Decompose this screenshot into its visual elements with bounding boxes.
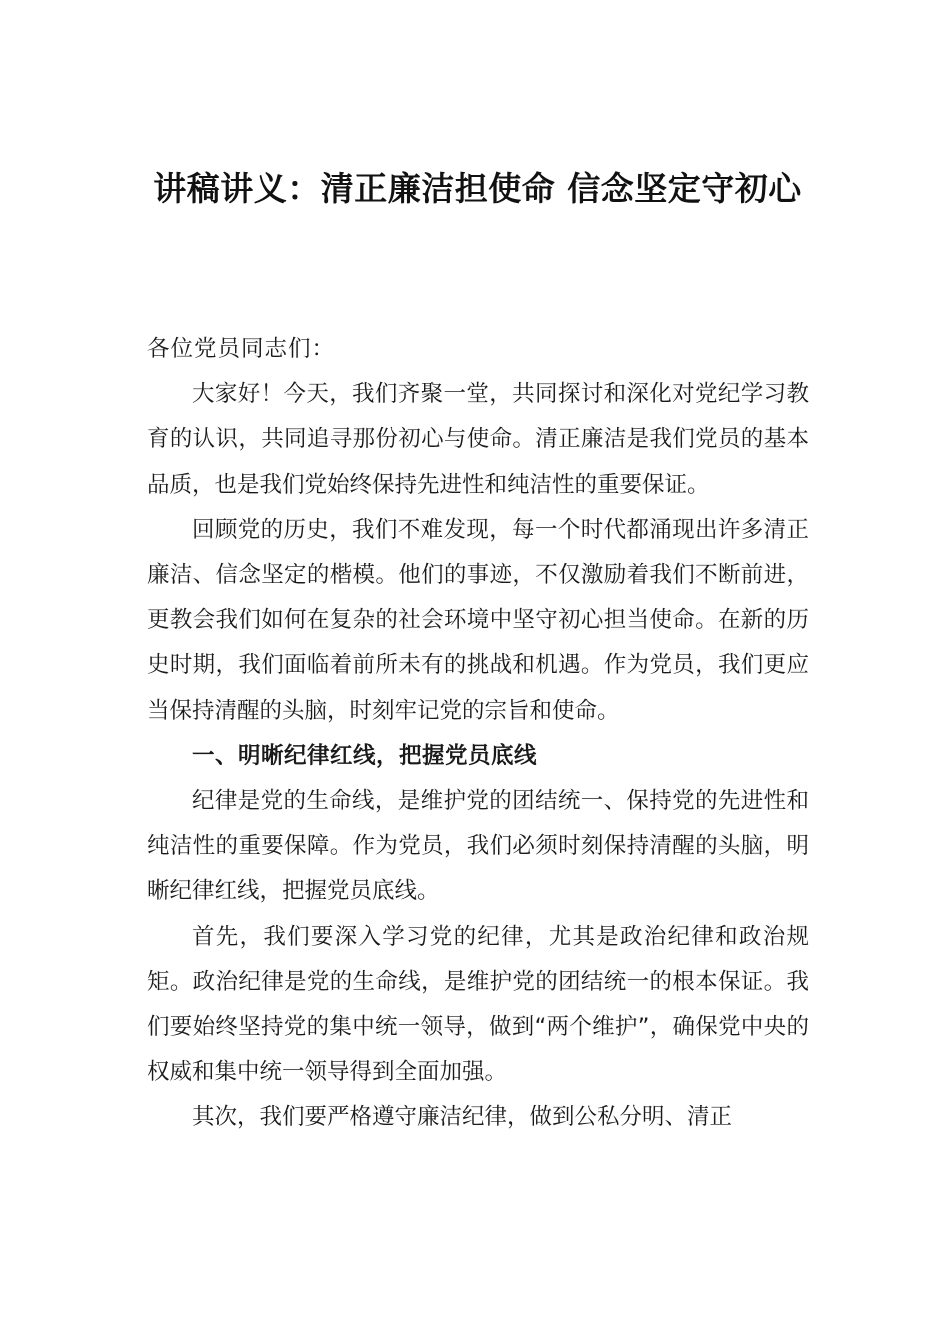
paragraph-opening: 大家好！今天，我们齐聚一堂，共同探讨和深化对党纪学习教育的认识，共同追寻那份初心与使命。清正廉洁是我们党员的基本品质，也是我们党始终保持先进性和纯洁性的重要保证。 — [147, 381, 809, 498]
document-title: 讲稿讲义：清正廉洁担使命 信念坚定守初心 — [153, 169, 802, 208]
paragraph-second: 其次，我们要严格遵守廉洁纪律，做到公私分明、清正 — [192, 1104, 733, 1131]
document-body — [147, 327, 809, 1141]
paragraph-first: 首先，我们要深入学习党的纪律，尤其是政治纪律和政治规矩。政治纪律是党的生命线，是维护党的团结统一的根本保证。我们要始终坚持党的集中统一领导，做到“两个维护”，确保党中央的权威和集中统一领导得到全面加强。 — [147, 923, 809, 1086]
salutation: 各位党员同志们： — [147, 336, 336, 362]
paragraph-history: 回顾党的历史，我们不难发现，每一个时代都涌现出许多清正廉洁、信念坚定的楷模。他们的事迹，不仅激励着我们不断前进，更教会我们如何在复杂的社会环境中坚守初心担当使命。在新的历史时期，我们面临着前所未有的挑战和机遇。作为党员，我们更应当保持清醒的头脑，时刻牢记党的宗旨和使命。 — [147, 516, 809, 724]
paragraph-discipline-lifeline: 纪律是党的生命线，是维护党的团结统一、保持党的先进性和纯洁性的重要保障。作为党员，我们必须时刻保持清醒的头脑，明晰纪律红线，把握党员底线。 — [147, 788, 809, 905]
section-heading: 一、明晰纪律红线，把握党员底线 — [192, 742, 538, 769]
